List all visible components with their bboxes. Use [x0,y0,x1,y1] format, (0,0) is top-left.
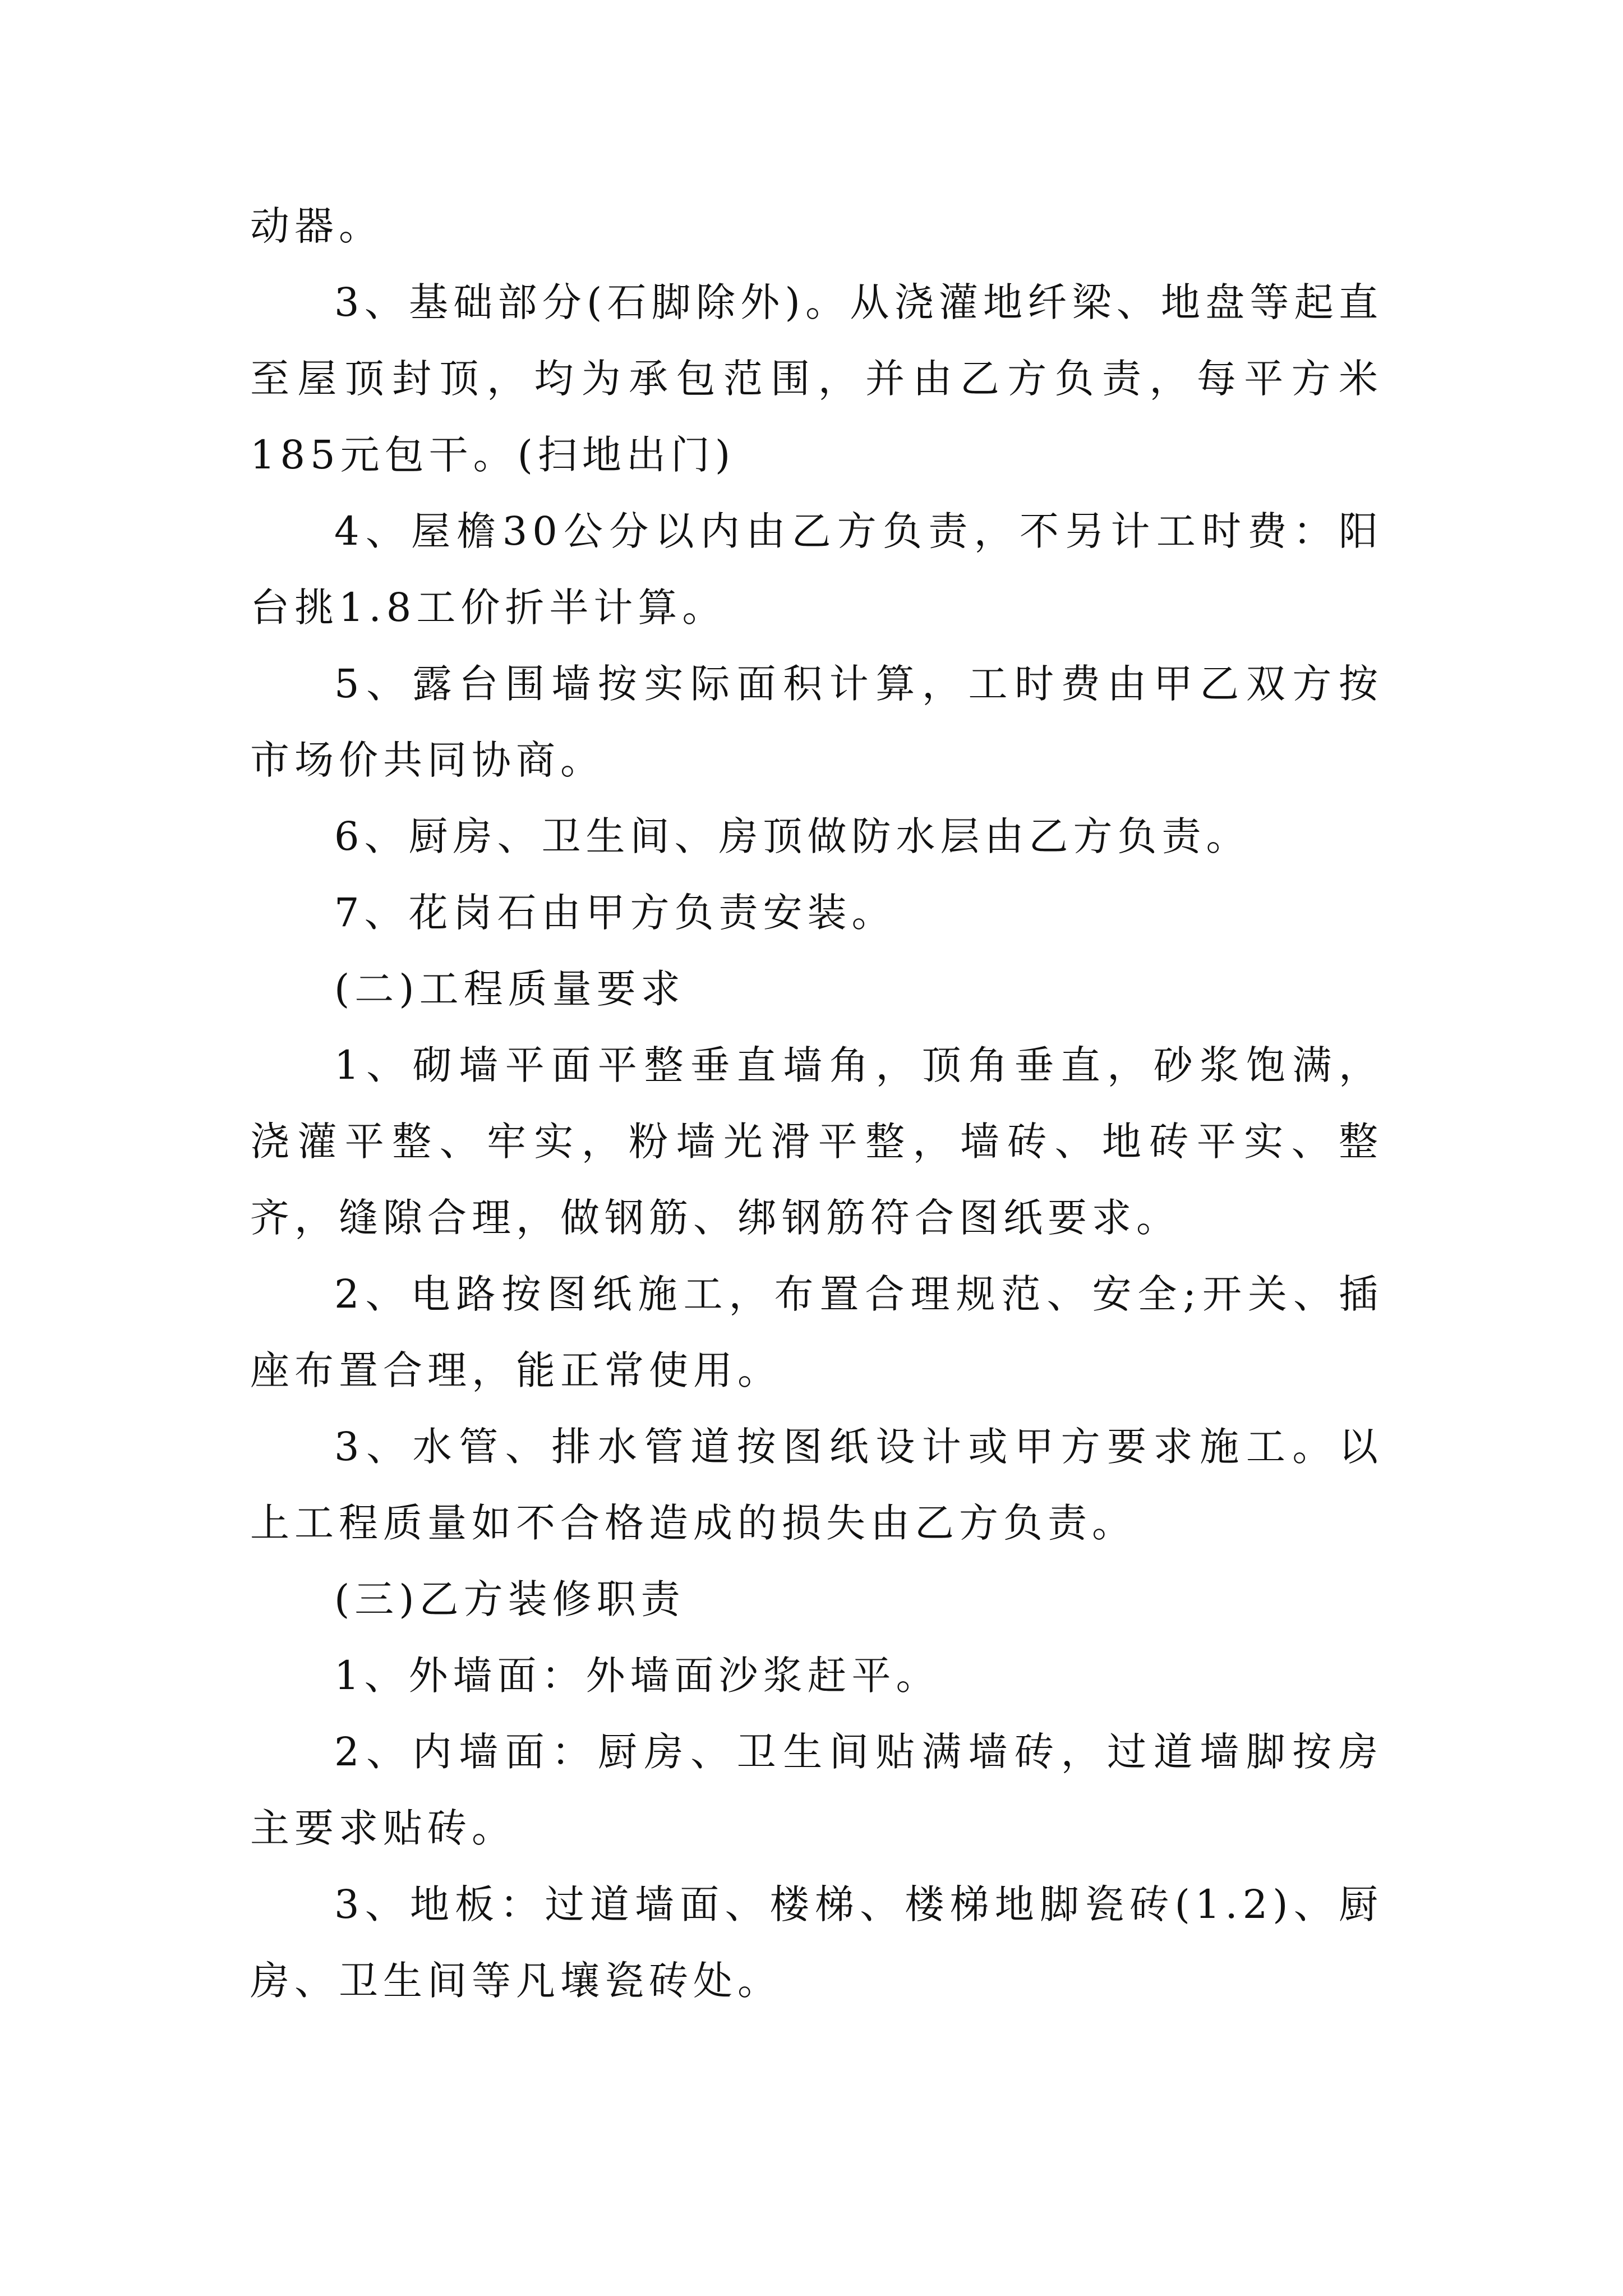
paragraph-continuation: 动器。 [250,203,383,249]
paragraph-quality-3-plumbing: 3、水管、排水管道按图纸设计或甲方要求施工。以上工程质量如不合格造成的损失由乙方负责。 [250,1424,1383,1546]
paragraph-decoration-1-exterior: 1、外墙面：外墙面沙浆赶平。 [334,1653,940,1699]
section-heading-decoration: (三)乙方装修职责 [334,1576,685,1622]
paragraph-item-4-eaves: 4、屋檐30公分以内由乙方负责，不另计工时费：阳台挑1.8工价折半计算。 [250,508,1383,631]
section-heading-quality: (二)工程质量要求 [334,966,685,1012]
paragraph-quality-2-electrical: 2、电路按图纸施工，布置合理规范、安全;开关、插座布置合理，能正常使用。 [250,1271,1383,1393]
document-body [250,188,1383,2019]
paragraph-item-6-waterproofing: 6、厨房、卫生间、房顶做防水层由乙方负责。 [334,813,1251,859]
paragraph-quality-1-masonry: 1、砌墙平面平整垂直墙角，顶角垂直，砂浆饱满，浇灌平整、牢实，粉墙光滑平整，墙砖、地砖平实、整齐，缝隙合理，做钢筋、绑钢筋符合图纸要求。 [250,1042,1383,1241]
paragraph-decoration-2-interior: 2、内墙面：厨房、卫生间贴满墙砖，过道墙脚按房主要求贴砖。 [250,1729,1383,1851]
paragraph-item-3-foundation: 3、基础部分(石脚除外)。从浇灌地纤梁、地盘等起直至屋顶封顶，均为承包范围，并由乙方负责，每平方米185元包干。(扫地出门) [250,279,1383,478]
paragraph-item-7-granite: 7、花岗石由甲方负责安装。 [334,890,896,936]
paragraph-decoration-3-floor: 3、地板：过道墙面、楼梯、楼梯地脚瓷砖(1.2)、厨房、卫生间等凡壤瓷砖处。 [250,1881,1383,2004]
paragraph-item-5-terrace-wall: 5、露台围墙按实际面积计算，工时费由甲乙双方按市场价共同协商。 [250,661,1383,783]
